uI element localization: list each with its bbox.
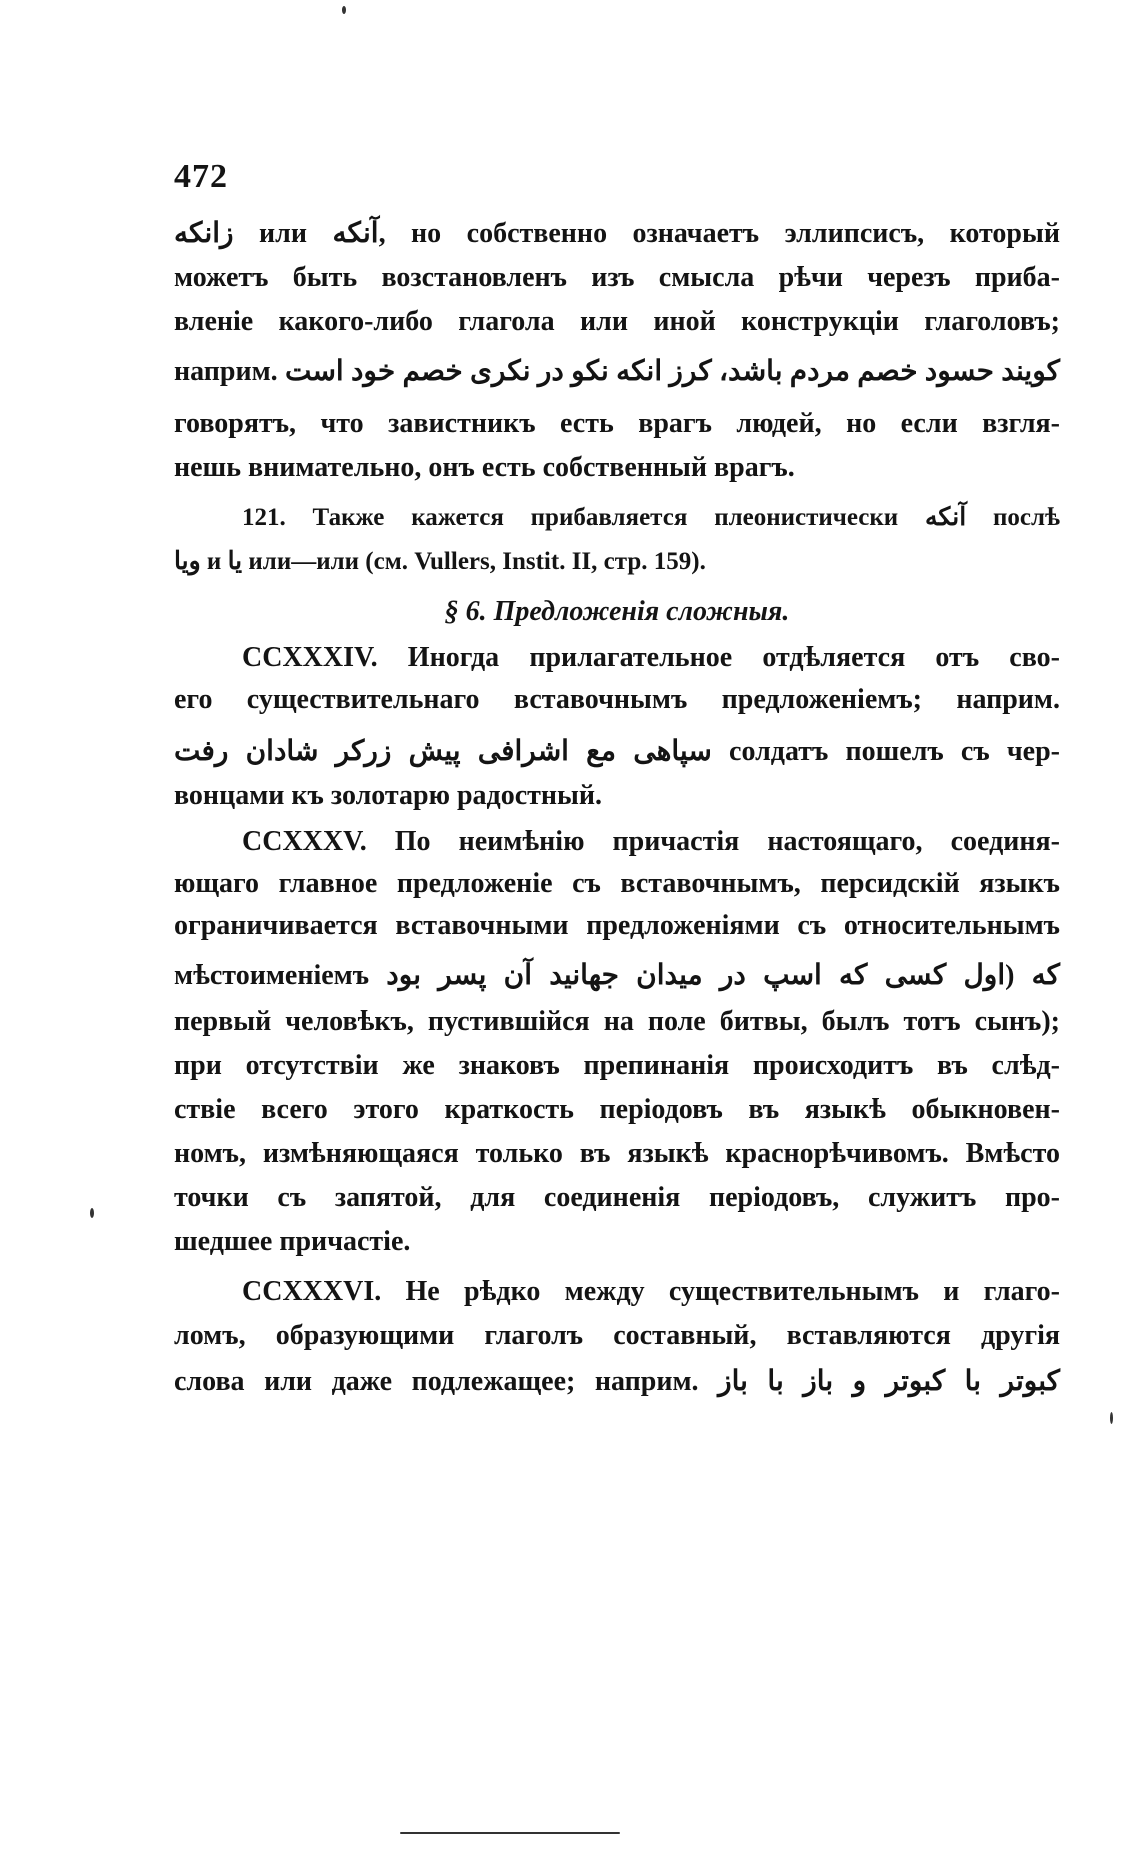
scan-mark: [400, 1832, 620, 1834]
text-line: سپاهی مع اشرافی پیش زرکر شادان رفت солдатъ пошелъ съ чер-: [174, 736, 1060, 767]
text-line: вонцами къ золотарю радостный.: [174, 780, 603, 811]
scan-mark: [342, 6, 346, 14]
text-line: ويا и يا или—или (см. Vullers, Instit. II, стр. 159).: [174, 548, 706, 575]
text-line: первый человѣкъ, пустившійся на поле битвы, былъ тотъ сынъ);: [174, 1006, 1060, 1037]
text-line: говорятъ, что завистникъ есть врагъ людей, но если взгля-: [174, 408, 1060, 439]
text-line: слова или даже подлежащее; наприм. كبوتر با كبوتر و باز با باز: [174, 1366, 1060, 1397]
text-line: ограничивается вставочными предложеніями съ относительнымъ: [174, 910, 1060, 941]
text-line: номъ, измѣняющаяся только въ языкѣ краснорѣчивомъ. Вмѣсто: [174, 1138, 1060, 1169]
text-line: вленіе какого-либо глагола или иной конструкціи глаголовъ;: [174, 306, 1060, 337]
text-line: при отсутствіи же знаковъ препинанія происходитъ въ слѣд-: [174, 1050, 1060, 1081]
text-line: его существительнаго вставочнымъ предложеніемъ; наприм.: [174, 684, 1060, 715]
text-line: زانكه или آنكه, но собственно означаетъ эллипсисъ, который: [174, 218, 1060, 249]
text-line: CCXXXIV. Иногда прилагательное отдѣляется отъ сво-: [242, 642, 1060, 673]
text-line: можетъ быть возстановленъ изъ смысла рѣчи черезъ приба-: [174, 262, 1060, 293]
text-line: CCXXXV. По неимѣнію причастія настоящаго, соединя-: [242, 826, 1060, 857]
text-line: ющаго главное предложеніе съ вставочнымъ, персидскій языкъ: [174, 868, 1060, 899]
page-number: 472: [174, 158, 228, 195]
scan-mark: [1110, 1412, 1113, 1424]
text-line: 121. Также кажется прибавляется плеонистически آنكه послѣ: [242, 504, 1060, 531]
scan-mark: [90, 1208, 94, 1218]
text-line: шедшее причастіе.: [174, 1226, 411, 1257]
text-line: CCXXXVI. Не рѣдко между существительнымъ и глаго-: [242, 1276, 1060, 1307]
text-line: мѣстоименіемъ كه (اول كسى كه اسپ در ميدان جهانيد آن پسر بود: [174, 960, 1060, 991]
text-line: ломъ, образующими глаголъ составный, вставляются другія: [174, 1320, 1060, 1351]
text-line: наприм. كويند حسود خصم مردم باشد، كرز انكه نكو در نكرى خصم خود است: [174, 356, 1060, 387]
text-line: ствіе всего этого краткость періодовъ въ языкѣ обыкновен-: [174, 1094, 1060, 1125]
text-line: нешь внимательно, онъ есть собственный врагъ.: [174, 452, 795, 483]
text-line: точки съ запятой, для соединенія періодовъ, служитъ про-: [174, 1182, 1060, 1213]
section-heading: § 6. Предложенія сложныя.: [444, 596, 790, 627]
